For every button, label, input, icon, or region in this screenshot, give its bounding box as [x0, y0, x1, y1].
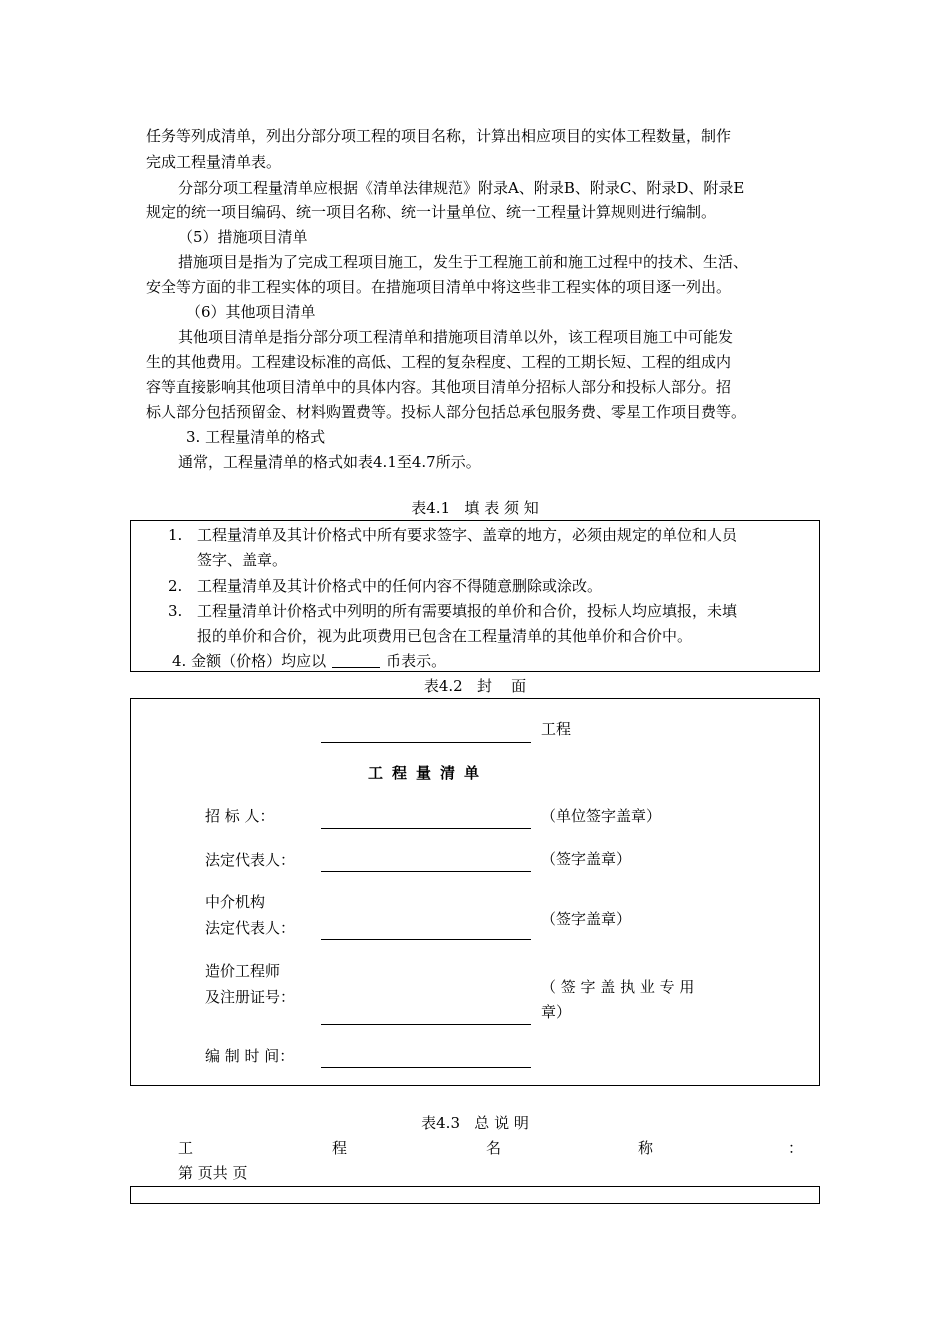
paragraph-1-line-1: 任务等列成清单，列出分部分项工程的项目名称，计算出相应项目的实体工程数量，制作 [146, 127, 732, 145]
project-name-colon: ： [788, 1139, 804, 1157]
notice-item-3-number: 3. [168, 602, 183, 620]
table-4-3-box [130, 1186, 820, 1204]
tenderer-label: 招 标 人： [205, 807, 275, 825]
heading-other-items-list: （6）其他项目清单 [186, 303, 316, 321]
legal-rep-note: （签字盖章） [541, 850, 632, 868]
paragraph-4-line-2: 生的其他费用。工程建设标准的高低、工程的复杂程度、工程的工期长短、工程的组成内 [146, 353, 732, 371]
notice-item-4-text: 4. 金额（价格）均应以 [172, 652, 327, 670]
paragraph-4-line-1: 其他项目清单是指分部分项工程清单和措施项目清单以外，该工程项目施工中可能发 [178, 328, 734, 346]
engineer-label-line-2: 及注册证号： [205, 988, 296, 1006]
paragraph-2-line-1: 分部分项工程量清单应根据《清单法律规范》附录A、附录B、附录C、附录D、附录E [178, 179, 745, 197]
tenderer-note: （单位签字盖章） [541, 807, 662, 825]
project-name-char-4: 称 [638, 1139, 654, 1157]
paragraph-4-line-3: 容等直接影响其他项目清单中的具体内容。其他项目清单分招标人部分和投标人部分。招 [146, 378, 732, 396]
project-label: 工程 [541, 720, 572, 738]
paragraph-3-line-1: 措施项目是指为了完成工程项目施工，发生于工程施工前和施工过程中的技术、生活、 [178, 253, 749, 271]
notice-item-4-suffix: 币表示。 [386, 652, 447, 670]
notice-item-1-line-1: 工程量清单及其计价格式中所有要求签字、盖章的地方，必须由规定的单位和人员 [197, 526, 738, 544]
currency-blank [332, 653, 380, 668]
paragraph-3-line-2: 安全等方面的非工程实体的项目。在措施项目清单中将这些非工程实体的项目逐一列出。 [146, 278, 732, 296]
notice-item-4 [172, 651, 446, 671]
project-name-char-3: 名 [486, 1139, 502, 1157]
paragraph-2-line-2: 规定的统一项目编码、统一项目名称、统一计量单位、统一工程量计算规则进行编制。 [146, 203, 717, 221]
legal-rep-blank [321, 871, 531, 872]
paragraph-5: 通常，工程量清单的格式如表4.1至4.7所示。 [178, 453, 481, 471]
tenderer-blank [321, 828, 531, 829]
engineer-label-line-1: 造价工程师 [205, 962, 281, 980]
paragraph-4-line-4: 标人部分包括预留金、材料购置费等。投标人部分包括总承包服务费、零星工作项目费等。 [146, 403, 747, 421]
agency-blank [321, 939, 531, 940]
agency-label-line-2: 法定代表人： [205, 919, 296, 937]
notice-item-2: 工程量清单及其计价格式中的任何内容不得随意删除或涂改。 [197, 577, 603, 595]
table-4-1-caption: 表4.1 填 表 须 知 [411, 499, 539, 517]
page-count-label: 第 页共 页 [178, 1164, 248, 1182]
date-blank [321, 1067, 531, 1068]
engineer-blank [321, 1024, 531, 1025]
heading-format: 3. 工程量清单的格式 [186, 428, 326, 446]
notice-item-1-line-2: 签字、盖章。 [197, 551, 288, 569]
notice-item-3-line-1: 工程量清单计价格式中列明的所有需要填报的单价和合价，投标人均应填报，未填 [197, 602, 738, 620]
agency-label-line-1: 中介机构 [205, 893, 266, 911]
notice-item-3-line-2: 报的单价和合价，视为此项费用已包含在工程量清单的其他单价和合价中。 [197, 627, 693, 645]
project-name-char-2: 程 [332, 1139, 348, 1157]
engineer-note-line-2: 章） [541, 1003, 572, 1021]
notice-item-1-number: 1. [168, 526, 183, 544]
project-name-blank [321, 742, 531, 743]
legal-rep-label: 法定代表人： [205, 851, 296, 869]
cover-title: 工程量清单 [368, 764, 489, 782]
agency-note: （签字盖章） [541, 910, 632, 928]
table-4-2-caption: 表4.2 封 面 [423, 677, 527, 695]
date-label: 编 制 时 间： [205, 1047, 295, 1065]
table-4-3-caption: 表4.3 总 说 明 [421, 1114, 529, 1132]
project-name-char-1: 工 [178, 1139, 194, 1157]
engineer-note-line-1: （ 签 字 盖 执 业 专 用 [541, 978, 695, 996]
notice-item-2-number: 2. [168, 577, 183, 595]
paragraph-1-line-2: 完成工程量清单表。 [146, 153, 282, 171]
heading-measures-list: （5）措施项目清单 [178, 228, 308, 246]
